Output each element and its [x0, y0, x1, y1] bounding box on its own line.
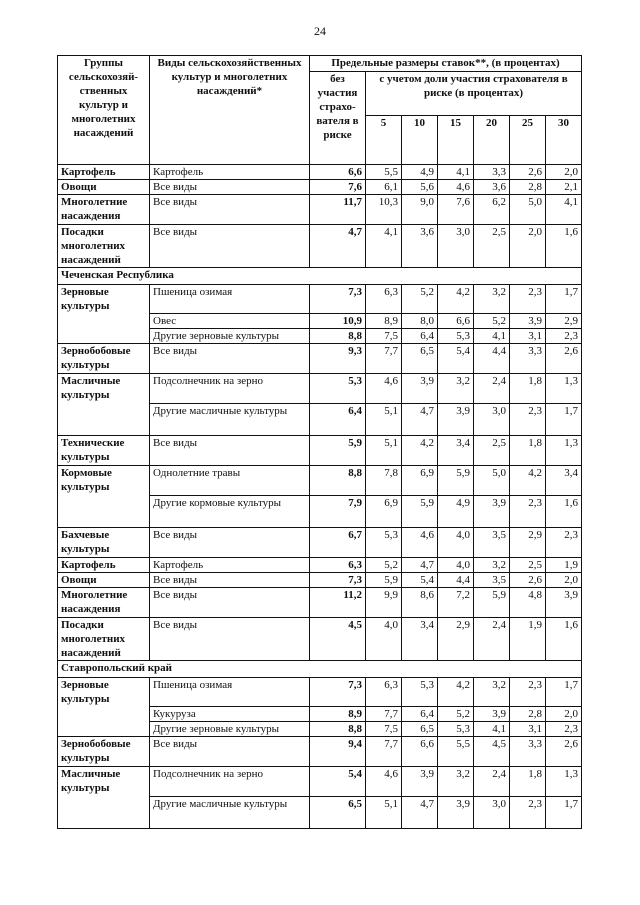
- crop-kind-cell: Кукуруза: [150, 707, 310, 722]
- rate-with-participation: 3,5: [474, 573, 510, 588]
- table-row: [58, 767, 582, 797]
- crop-kind-cell: Другие масличные культуры: [150, 797, 310, 829]
- crop-group-cell: Кормовые культуры: [58, 466, 150, 528]
- rate-with-participation: 2,8: [510, 180, 546, 195]
- rate-with-participation: 2,8: [510, 707, 546, 722]
- crop-kind-cell: Другие зерновые культуры: [150, 329, 310, 344]
- rate-with-participation: 1,3: [546, 374, 582, 404]
- rate-with-participation: 6,4: [402, 707, 438, 722]
- rate-with-participation: 7,7: [366, 344, 402, 374]
- rate-with-participation: 4,6: [438, 180, 474, 195]
- rate-with-participation: 1,7: [546, 797, 582, 829]
- crop-kind-cell: Другие масличные культуры: [150, 404, 310, 436]
- rate-with-participation: 6,9: [402, 466, 438, 496]
- crop-kind-cell: Все виды: [150, 180, 310, 195]
- rate-with-participation: 4,7: [402, 404, 438, 436]
- crop-kind-cell: Подсолнечник на зерно: [150, 767, 310, 797]
- rate-with-participation: 5,3: [438, 722, 474, 737]
- rate-with-participation: 1,3: [546, 767, 582, 797]
- rate-with-participation: 3,9: [402, 374, 438, 404]
- rate-with-participation: 3,6: [402, 225, 438, 268]
- rate-with-participation: 4,4: [438, 573, 474, 588]
- rate-with-participation: 3,1: [510, 722, 546, 737]
- crop-group-cell: Посадки многолетних насаждений: [58, 618, 150, 661]
- crop-kind-cell: Все виды: [150, 573, 310, 588]
- table-row: [58, 180, 582, 195]
- rate-with-participation: 1,9: [510, 618, 546, 661]
- rate-with-participation: 3,9: [474, 496, 510, 528]
- rate-with-participation: 4,0: [438, 528, 474, 558]
- table-row: [58, 588, 582, 618]
- rate-with-participation: 1,3: [546, 436, 582, 466]
- rate-with-participation: 2,9: [546, 314, 582, 329]
- rate-without-participation: 6,4: [310, 404, 366, 436]
- crop-group-cell: Технические культуры: [58, 436, 150, 466]
- rate-with-participation: 1,8: [510, 767, 546, 797]
- header-percent: 20: [474, 116, 510, 165]
- rate-with-participation: 4,1: [474, 329, 510, 344]
- rate-with-participation: 2,0: [546, 573, 582, 588]
- header-percent: 10: [402, 116, 438, 165]
- rate-with-participation: 3,2: [438, 767, 474, 797]
- region-heading: Ставропольский край: [58, 661, 582, 678]
- rate-with-participation: 4,2: [438, 678, 474, 707]
- rate-with-participation: 2,0: [510, 225, 546, 268]
- crop-kind-cell: Все виды: [150, 225, 310, 268]
- table-row: [58, 285, 582, 314]
- rate-with-participation: 5,9: [366, 573, 402, 588]
- rate-with-participation: 2,5: [510, 558, 546, 573]
- region-heading: Чеченская Республика: [58, 268, 582, 285]
- rates-table-body: [58, 165, 582, 829]
- rate-with-participation: 1,8: [510, 436, 546, 466]
- rate-with-participation: 2,0: [546, 165, 582, 180]
- rate-with-participation: 2,3: [510, 285, 546, 314]
- rate-without-participation: 7,3: [310, 573, 366, 588]
- rate-without-participation: 6,6: [310, 165, 366, 180]
- crop-group-cell: Зерновые культуры: [58, 678, 150, 737]
- rate-with-participation: 5,4: [438, 344, 474, 374]
- crop-group-cell: Многолетние насаждения: [58, 588, 150, 618]
- rate-with-participation: 6,4: [402, 329, 438, 344]
- header-kinds: Виды сельскохозяйственных культур и многолетних насаждений*: [150, 56, 310, 165]
- rate-with-participation: 6,2: [474, 195, 510, 225]
- crop-kind-cell: Подсолнечник на зерно: [150, 374, 310, 404]
- crop-kind-cell: Картофель: [150, 165, 310, 180]
- rate-with-participation: 3,0: [474, 404, 510, 436]
- table-row: [58, 195, 582, 225]
- rate-with-participation: 5,0: [510, 195, 546, 225]
- rate-without-participation: 8,8: [310, 722, 366, 737]
- table-row: [58, 528, 582, 558]
- rate-with-participation: 3,1: [510, 329, 546, 344]
- rate-with-participation: 4,8: [510, 588, 546, 618]
- table-row: [58, 436, 582, 466]
- rate-with-participation: 4,6: [402, 528, 438, 558]
- rate-with-participation: 1,7: [546, 678, 582, 707]
- rate-with-participation: 1,6: [546, 618, 582, 661]
- rate-with-participation: 2,9: [438, 618, 474, 661]
- rate-with-participation: 5,2: [366, 558, 402, 573]
- crop-kind-cell: Все виды: [150, 737, 310, 767]
- crop-kind-cell: Все виды: [150, 588, 310, 618]
- rate-with-participation: 4,1: [546, 195, 582, 225]
- rate-without-participation: 5,4: [310, 767, 366, 797]
- rate-with-participation: 2,4: [474, 618, 510, 661]
- rate-with-participation: 7,2: [438, 588, 474, 618]
- rate-without-participation: 11,2: [310, 588, 366, 618]
- header-with-participation: с учетом доли участия страхователя в риске (в процентах): [366, 72, 582, 116]
- rate-with-participation: 3,2: [474, 678, 510, 707]
- rate-with-participation: 4,1: [366, 225, 402, 268]
- region-row: [58, 268, 582, 285]
- table-row: [58, 558, 582, 573]
- crop-kind-cell: Все виды: [150, 344, 310, 374]
- rate-with-participation: 3,2: [438, 374, 474, 404]
- rate-with-participation: 3,9: [438, 797, 474, 829]
- rate-with-participation: 2,1: [546, 180, 582, 195]
- crop-group-cell: Масличные культуры: [58, 374, 150, 436]
- rate-with-participation: 4,9: [402, 165, 438, 180]
- rate-with-participation: 5,9: [474, 588, 510, 618]
- rate-with-participation: 4,6: [366, 767, 402, 797]
- rate-with-participation: 5,3: [366, 528, 402, 558]
- rate-with-participation: 2,4: [474, 374, 510, 404]
- rate-with-participation: 3,9: [438, 404, 474, 436]
- rate-without-participation: 4,5: [310, 618, 366, 661]
- rate-without-participation: 7,3: [310, 678, 366, 707]
- crop-kind-cell: Все виды: [150, 618, 310, 661]
- header-percent: 5: [366, 116, 402, 165]
- rate-without-participation: 9,3: [310, 344, 366, 374]
- rate-with-participation: 4,0: [366, 618, 402, 661]
- crop-group-cell: Зерновые культуры: [58, 285, 150, 344]
- crop-kind-cell: Пшеница озимая: [150, 678, 310, 707]
- rate-with-participation: 1,9: [546, 558, 582, 573]
- crop-kind-cell: Пшеница озимая: [150, 285, 310, 314]
- rate-with-participation: 9,0: [402, 195, 438, 225]
- rate-without-participation: 6,7: [310, 528, 366, 558]
- rate-with-participation: 1,7: [546, 404, 582, 436]
- rate-with-participation: 7,7: [366, 707, 402, 722]
- rate-with-participation: 3,4: [438, 436, 474, 466]
- rate-with-participation: 2,6: [546, 344, 582, 374]
- rate-with-participation: 6,5: [402, 344, 438, 374]
- rate-with-participation: 5,2: [474, 314, 510, 329]
- rate-without-participation: 6,3: [310, 558, 366, 573]
- rate-with-participation: 2,6: [510, 573, 546, 588]
- crop-kind-cell: Другие кормовые культуры: [150, 496, 310, 528]
- rate-with-participation: 5,9: [438, 466, 474, 496]
- table-row: [58, 374, 582, 404]
- rate-with-participation: 10,3: [366, 195, 402, 225]
- rate-with-participation: 2,3: [546, 528, 582, 558]
- rate-with-participation: 2,3: [510, 678, 546, 707]
- rate-with-participation: 8,6: [402, 588, 438, 618]
- rate-with-participation: 5,1: [366, 436, 402, 466]
- rate-with-participation: 4,1: [474, 722, 510, 737]
- rate-with-participation: 5,6: [402, 180, 438, 195]
- rate-with-participation: 7,5: [366, 329, 402, 344]
- rate-with-participation: 6,3: [366, 678, 402, 707]
- rate-with-participation: 2,6: [510, 165, 546, 180]
- rate-with-participation: 1,8: [510, 374, 546, 404]
- rate-with-participation: 4,7: [402, 558, 438, 573]
- rate-with-participation: 7,6: [438, 195, 474, 225]
- rate-with-participation: 4,6: [366, 374, 402, 404]
- header-rate-limits: Предельные размеры ставок**, (в процентах): [310, 56, 582, 72]
- rate-with-participation: 6,3: [366, 285, 402, 314]
- crop-group-cell: Картофель: [58, 558, 150, 573]
- rate-with-participation: 9,9: [366, 588, 402, 618]
- rate-without-participation: 8,9: [310, 707, 366, 722]
- crop-group-cell: Овощи: [58, 573, 150, 588]
- rate-without-participation: 9,4: [310, 737, 366, 767]
- crop-group-cell: Многолетние насаждения: [58, 195, 150, 225]
- rate-with-participation: 3,3: [474, 165, 510, 180]
- rate-with-participation: 3,3: [510, 344, 546, 374]
- rate-without-participation: 4,7: [310, 225, 366, 268]
- rate-with-participation: 1,7: [546, 285, 582, 314]
- rate-with-participation: 3,6: [474, 180, 510, 195]
- table-row: [58, 225, 582, 268]
- rate-with-participation: 2,4: [474, 767, 510, 797]
- rate-with-participation: 4,4: [474, 344, 510, 374]
- table-row: [58, 618, 582, 661]
- header-percent: 15: [438, 116, 474, 165]
- rate-with-participation: 5,0: [474, 466, 510, 496]
- rate-with-participation: 3,0: [474, 797, 510, 829]
- rate-with-participation: 1,6: [546, 225, 582, 268]
- rate-with-participation: 2,3: [546, 722, 582, 737]
- rate-with-participation: 3,2: [474, 558, 510, 573]
- rate-with-participation: 3,9: [546, 588, 582, 618]
- crop-kind-cell: Все виды: [150, 195, 310, 225]
- rate-with-participation: 4,1: [438, 165, 474, 180]
- rate-without-participation: 5,3: [310, 374, 366, 404]
- rate-with-participation: 5,5: [438, 737, 474, 767]
- header-percent: 25: [510, 116, 546, 165]
- rate-with-participation: 5,2: [438, 707, 474, 722]
- region-row: [58, 661, 582, 678]
- table-row: [58, 344, 582, 374]
- header-percent: 30: [546, 116, 582, 165]
- rate-with-participation: 2,6: [546, 737, 582, 767]
- page-number: 24: [314, 24, 326, 38]
- rate-with-participation: 2,0: [546, 707, 582, 722]
- crop-group-cell: Бахчевые культуры: [58, 528, 150, 558]
- rate-with-participation: 4,2: [510, 466, 546, 496]
- crop-group-cell: Зернобобовые культуры: [58, 344, 150, 374]
- rate-with-participation: 2,3: [510, 404, 546, 436]
- rate-without-participation: 11,7: [310, 195, 366, 225]
- rate-with-participation: 4,7: [402, 797, 438, 829]
- rate-with-participation: 2,3: [510, 797, 546, 829]
- table-row: [58, 678, 582, 707]
- header-groups: Группы сельскохозяй-ственных культур и многолетних насаждений: [58, 56, 150, 165]
- rate-with-participation: 7,5: [366, 722, 402, 737]
- rate-with-participation: 8,9: [366, 314, 402, 329]
- crop-group-cell: Посадки многолетних насаждений: [58, 225, 150, 268]
- rate-with-participation: 4,9: [438, 496, 474, 528]
- rate-with-participation: 3,9: [510, 314, 546, 329]
- rate-with-participation: 4,2: [402, 436, 438, 466]
- rate-with-participation: 5,1: [366, 797, 402, 829]
- crop-kind-cell: Все виды: [150, 436, 310, 466]
- rate-with-participation: 3,2: [474, 285, 510, 314]
- rates-table: [57, 55, 582, 829]
- rate-with-participation: 7,8: [366, 466, 402, 496]
- rate-with-participation: 3,0: [438, 225, 474, 268]
- crop-group-cell: Картофель: [58, 165, 150, 180]
- rate-with-participation: 2,3: [546, 329, 582, 344]
- rate-with-participation: 3,4: [546, 466, 582, 496]
- rate-without-participation: 8,8: [310, 329, 366, 344]
- rate-with-participation: 3,9: [402, 767, 438, 797]
- rate-with-participation: 2,9: [510, 528, 546, 558]
- rate-without-participation: 8,8: [310, 466, 366, 496]
- table-row: [58, 573, 582, 588]
- crop-kind-cell: Овес: [150, 314, 310, 329]
- rate-with-participation: 6,6: [402, 737, 438, 767]
- rate-without-participation: 6,5: [310, 797, 366, 829]
- rate-with-participation: 2,5: [474, 225, 510, 268]
- rate-without-participation: 7,3: [310, 285, 366, 314]
- crop-kind-cell: Однолетние травы: [150, 466, 310, 496]
- crop-kind-cell: Все виды: [150, 528, 310, 558]
- rate-with-participation: 4,5: [474, 737, 510, 767]
- rate-with-participation: 3,9: [474, 707, 510, 722]
- crop-kind-cell: Другие зерновые культуры: [150, 722, 310, 737]
- rate-with-participation: 2,3: [510, 496, 546, 528]
- crop-group-cell: Масличные культуры: [58, 767, 150, 829]
- table-row: [58, 737, 582, 767]
- rate-with-participation: 6,5: [402, 722, 438, 737]
- rate-with-participation: 3,3: [510, 737, 546, 767]
- rate-with-participation: 4,2: [438, 285, 474, 314]
- header-without-participation: без участия страхо-вателя в риске: [310, 72, 366, 165]
- rate-without-participation: 7,9: [310, 496, 366, 528]
- crop-group-cell: Зернобобовые культуры: [58, 737, 150, 767]
- rate-with-participation: 5,9: [402, 496, 438, 528]
- rate-with-participation: 6,1: [366, 180, 402, 195]
- rate-with-participation: 5,3: [402, 678, 438, 707]
- rate-with-participation: 1,6: [546, 496, 582, 528]
- crop-kind-cell: Картофель: [150, 558, 310, 573]
- rate-with-participation: 6,6: [438, 314, 474, 329]
- rate-with-participation: 5,1: [366, 404, 402, 436]
- rate-with-participation: 5,2: [402, 285, 438, 314]
- rate-with-participation: 4,0: [438, 558, 474, 573]
- rate-with-participation: 5,3: [438, 329, 474, 344]
- rate-with-participation: 7,7: [366, 737, 402, 767]
- rate-with-participation: 3,5: [474, 528, 510, 558]
- rate-without-participation: 7,6: [310, 180, 366, 195]
- rate-without-participation: 5,9: [310, 436, 366, 466]
- table-row: [58, 165, 582, 180]
- table-row: [58, 466, 582, 496]
- rate-with-participation: 2,5: [474, 436, 510, 466]
- rate-with-participation: 3,4: [402, 618, 438, 661]
- rate-with-participation: 8,0: [402, 314, 438, 329]
- rate-with-participation: 6,9: [366, 496, 402, 528]
- crop-group-cell: Овощи: [58, 180, 150, 195]
- rate-without-participation: 10,9: [310, 314, 366, 329]
- rate-with-participation: 5,4: [402, 573, 438, 588]
- rate-with-participation: 5,5: [366, 165, 402, 180]
